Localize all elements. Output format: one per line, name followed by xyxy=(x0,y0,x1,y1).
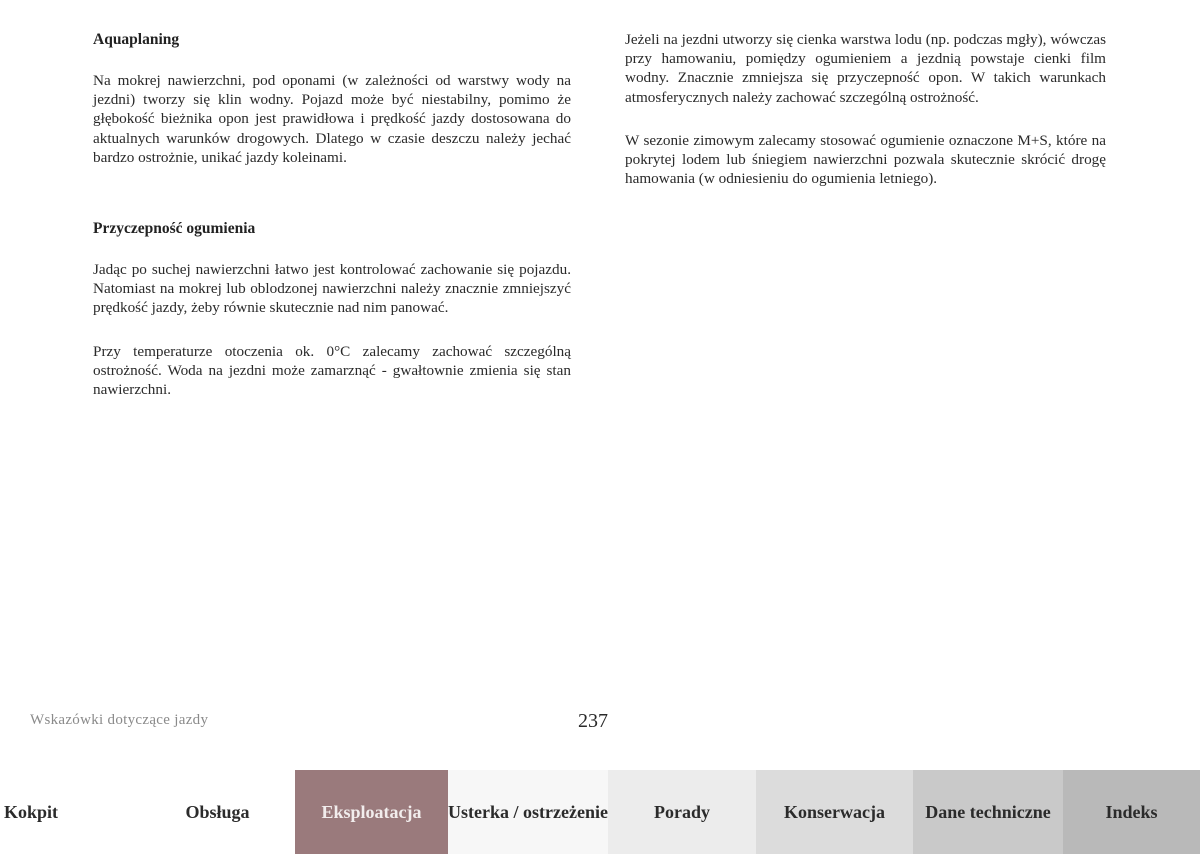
page-number: 237 xyxy=(578,710,608,732)
tab-obsluga[interactable]: Obsługa xyxy=(140,770,295,854)
left-column xyxy=(93,30,571,423)
paragraph: W sezonie zimowym zalecamy stosować ogumienie oznaczone M+S, które na pokrytej lodem lub śniegiem nawierzchni pozwala skutecznie skrócić drogę hamowania (w odniesieniu do ogumienia letniego). xyxy=(625,131,1106,188)
chapter-tab-bar xyxy=(0,770,1200,854)
tab-eksploatacja-active[interactable]: Eksploatacja xyxy=(295,770,448,854)
tab-konserwacja[interactable]: Konserwacja xyxy=(756,770,913,854)
right-column xyxy=(625,30,1106,212)
paragraph: Jadąc po suchej nawierzchni łatwo jest kontrolować zachowanie się pojazdu. Natomiast na mokrej lub oblodzonej nawierzchni należy znacznie zmniejszyć prędkość jazdy, żeby równie skutecznie nad nim panować. xyxy=(93,261,571,317)
tab-kokpit[interactable]: Kokpit xyxy=(0,770,140,854)
tab-usterka-ostrzezenie[interactable]: Usterka / ostrzeżenie xyxy=(448,770,608,854)
paragraph: Na mokrej nawierzchni, pod oponami (w zależności od warstwy wody na jezdni) tworzy się klin wodny. Pojazd może być niestabilny, pomimo że głębokość bieżnika opon jest prawidłowa i prędkość jazdy dostosowana do aktualnych warunków drogowych. Dlatego w czasie deszczu należy jechać bardzo ostrożnie, unikać jazdy koleinami. xyxy=(93,72,571,166)
paragraph: Przy temperaturze otoczenia ok. 0°C zalecamy zachować szczególną ostrożność. Woda na jezdni może zamarznąć - gwałtownie zmienia się stan nawierzchni. xyxy=(93,342,571,399)
tab-porady[interactable]: Porady xyxy=(608,770,756,854)
section-heading-aquaplaning: Aquaplaning xyxy=(93,31,180,48)
running-footer-section-label: Wskazówki dotyczące jazdy xyxy=(30,712,209,728)
tab-indeks[interactable]: Indeks xyxy=(1063,770,1200,854)
tab-dane-techniczne[interactable]: Dane techniczne xyxy=(913,770,1063,854)
paragraph: Jeżeli na jezdni utworzy się cienka warstwa lodu (np. podczas mgły), wówczas przy hamowaniu, pomiędzy ogumieniem a jezdnią powstaje cienki film wodny. Znacznie zmniejsza się przyczepność opon. W takich warunkach atmosferycznych należy zachować szczególną ostrożność. xyxy=(625,31,1106,106)
section-heading-tire-grip: Przyczepność ogumienia xyxy=(93,220,256,238)
